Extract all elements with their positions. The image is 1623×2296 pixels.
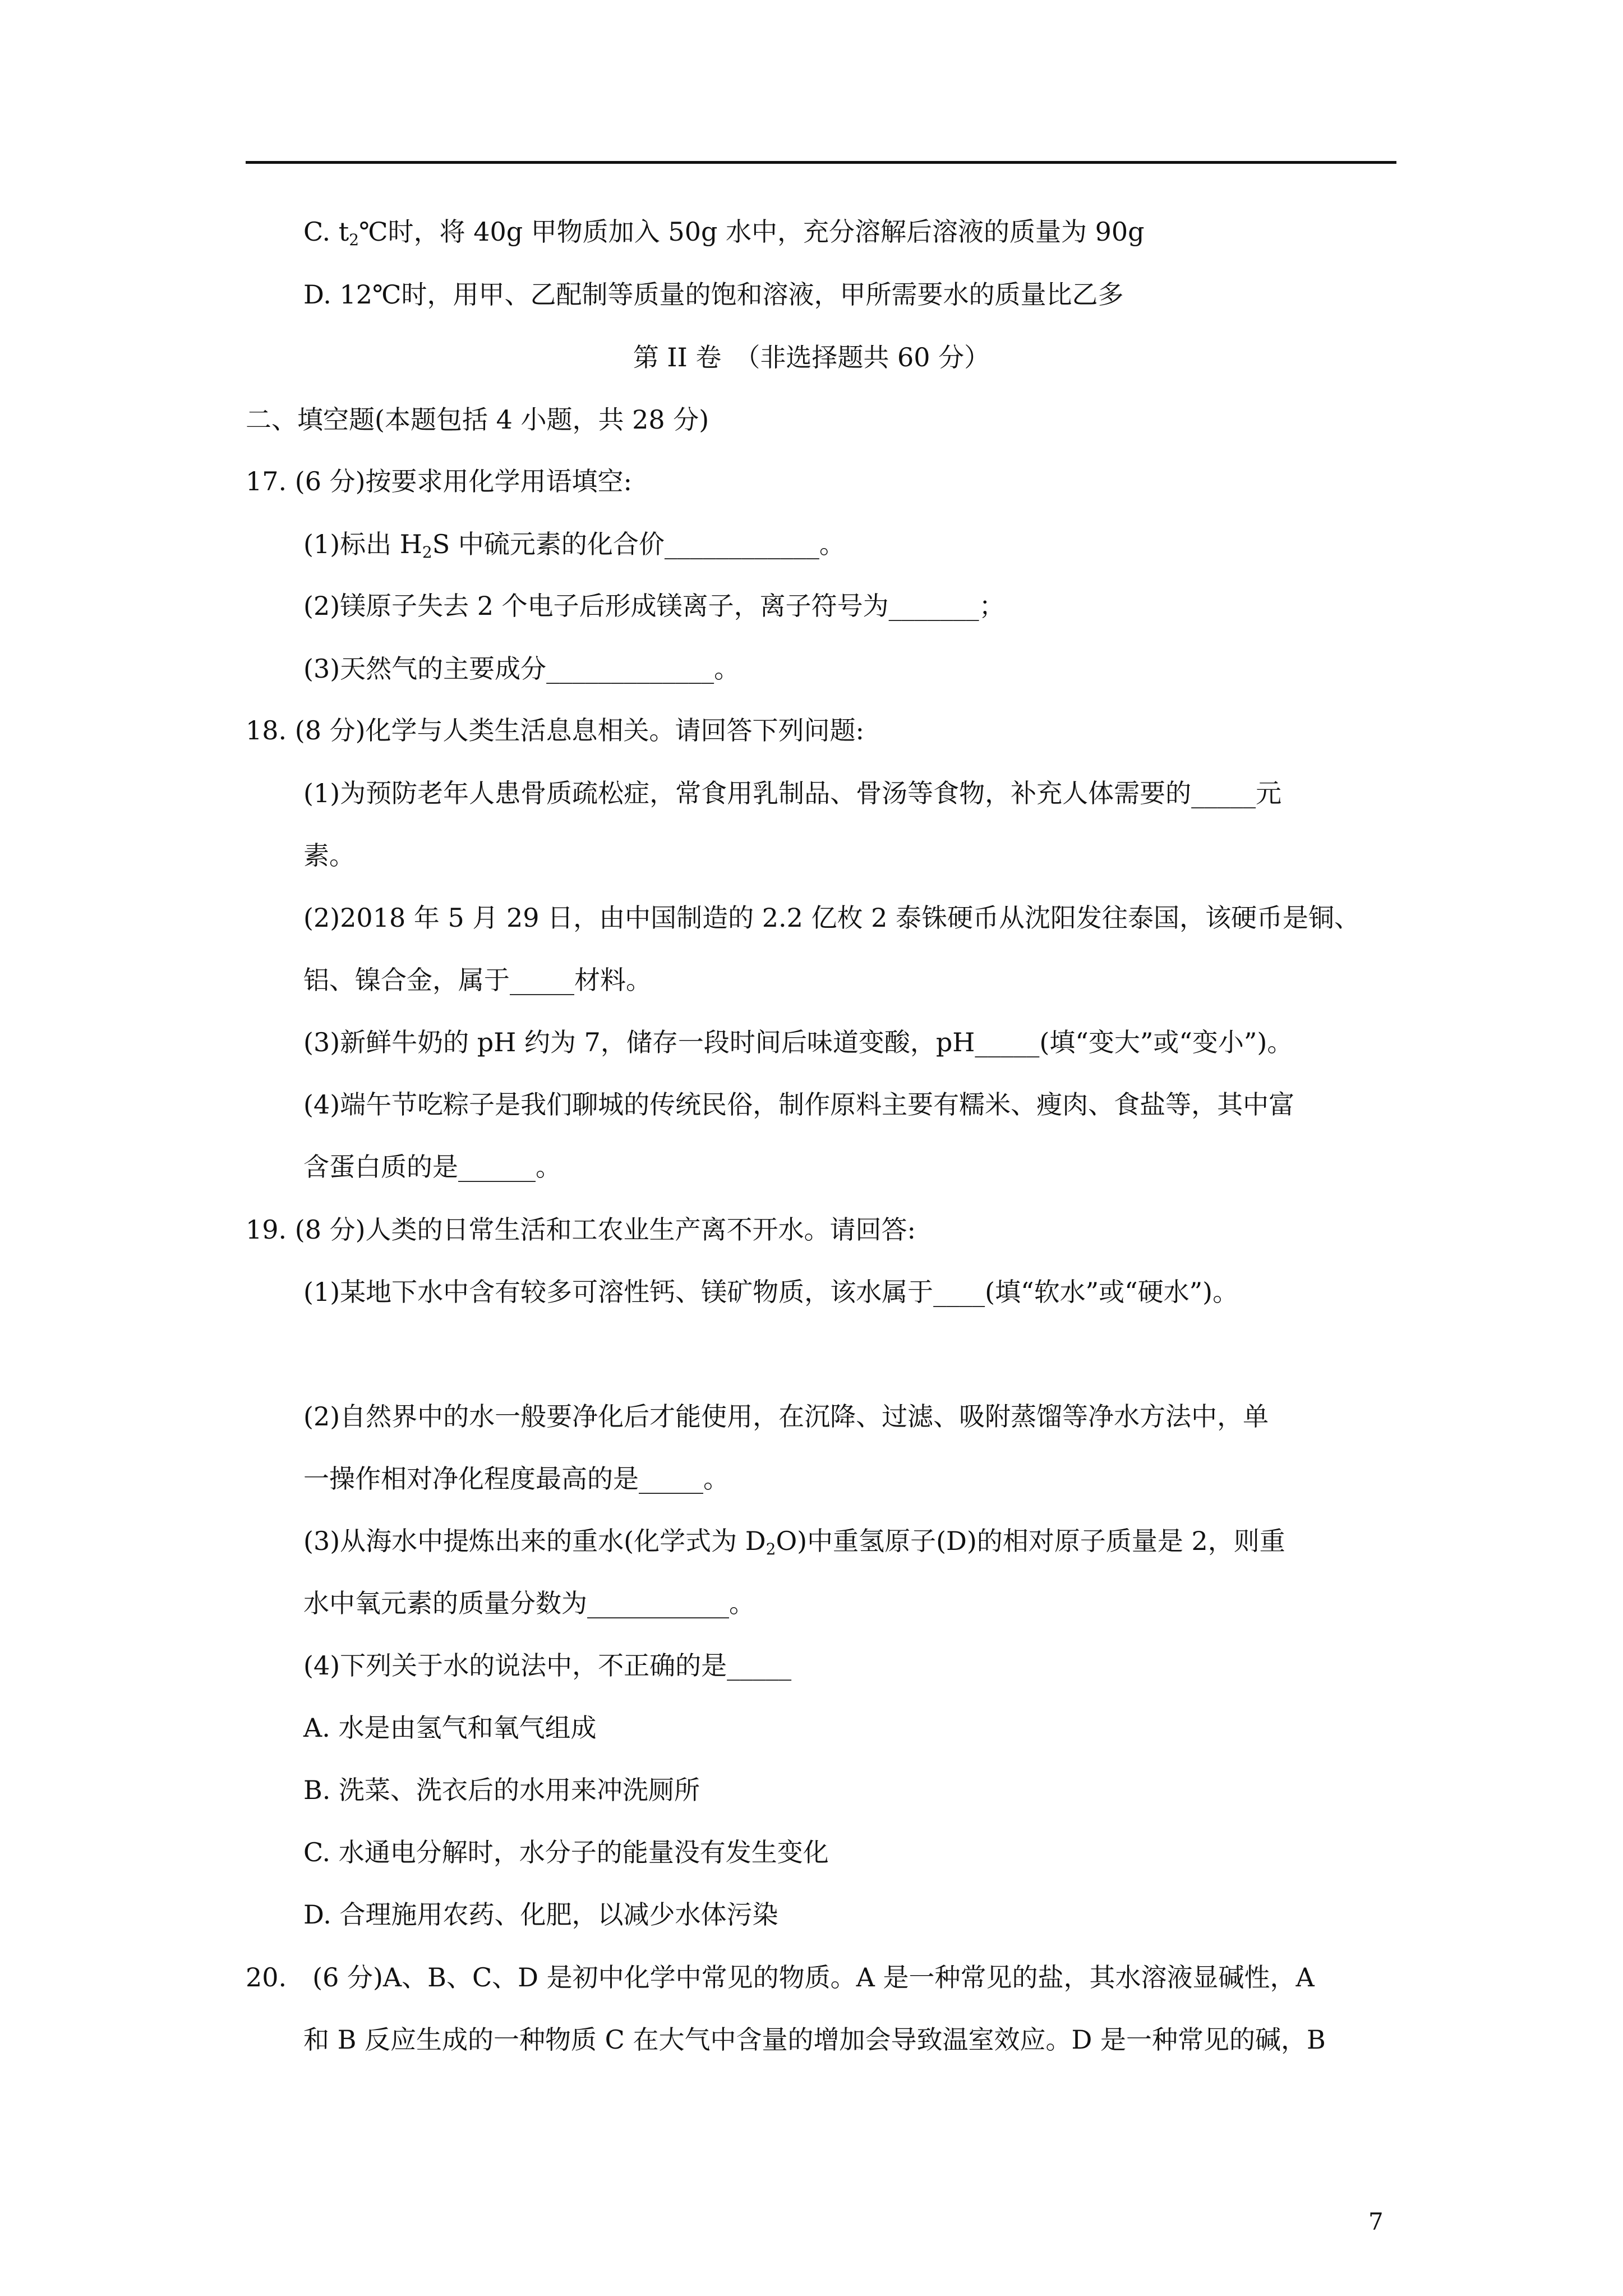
question-18: 18. (8 分)化学与人类生活息息相关。请回答下列问题: [246, 715, 865, 746]
question-17: 17. (6 分)按要求用化学用语填空: [246, 466, 633, 496]
option-d: D. 12℃时，用甲、乙配制等质量的饱和溶液，甲所需要水的质量比乙多 [303, 279, 1124, 310]
question-17-3: (3)天然气的主要成分_____________。 [303, 654, 740, 684]
question-20b: 和 B 反应生成的一种物质 C 在大气中含量的增加会导致温室效应。D 是一种常见的碱，B [303, 2024, 1326, 2055]
header-rule [246, 161, 1396, 164]
question-17-1: (1)标出 $H_2S$ 中硫元素的化合价____________。 [303, 529, 845, 562]
question-19-4: (4)下列关于水的说法中，不正确的是_____ [303, 1650, 792, 1681]
question-19-3a: (3)从海水中提炼出来的重水(化学式为 $D_2O$)中重氢原子(D)的相对原子质量是 2，则重 [303, 1526, 1285, 1558]
question-18-2b: 铝、镍合金，属于_____材料。 [303, 965, 652, 995]
page-number: 7 [1368, 2208, 1384, 2235]
question-19: 19. (8 分)人类的日常生活和工农业生产离不开水。请回答: [246, 1214, 916, 1245]
question-18-4a: (4)端午节吃粽子是我们聊城的传统民俗，制作原料主要有糯米、瘦肉、食盐等，其中富 [303, 1089, 1295, 1120]
question-19-2a: (2)自然界中的水一般要净化后才能使用，在沉降、过滤、吸附蒸馏等净水方法中，单 [303, 1401, 1269, 1432]
question-17-2: (2)镁原子失去 2 个电子后形成镁离子，离子符号为_______； [303, 591, 1005, 621]
part-two-heading: 二、填空题(本题包括 4 小题，共 28 分) [246, 404, 709, 435]
question-19-1: (1)某地下水中含有较多可溶性钙、镁矿物质，该水属于____(填“软水”或“硬水”)。 [303, 1277, 1239, 1307]
question-19-2b: 一操作相对净化程度最高的是_____。 [303, 1464, 729, 1494]
question-19-4-option-c: C. 水通电分解时，水分子的能量没有发生变化 [303, 1837, 829, 1867]
question-18-2a: (2)2018 年 5 月 29 日，由中国制造的 2.2 亿枚 2 泰铢硬币从沈阳发往泰国，该硬币是铜、 [303, 903, 1361, 933]
question-18-1b: 素。 [303, 840, 355, 871]
question-19-3b: 水中氧元素的质量分数为___________。 [303, 1588, 755, 1618]
question-20a: 20. (6 分)A、B、C、D 是初中化学中常见的物质。A 是一种常见的盐，其水溶液显碱性，A [246, 1962, 1315, 1993]
section-title: 第 II 卷 （非选择题共 60 分） [633, 342, 990, 372]
question-19-4-option-b: B. 洗菜、洗衣后的水用来冲洗厕所 [303, 1775, 700, 1805]
option-c: C. $t_2℃$时，将 40g 甲物质加入 50g 水中，充分溶解后溶液的质量为 90g [303, 217, 1145, 249]
question-19-4-option-a: A. 水是由氢气和氧气组成 [303, 1713, 597, 1743]
question-19-4-option-d: D. 合理施用农药、化肥，以减少水体污染 [303, 1899, 778, 1930]
question-18-3: (3)新鲜牛奶的 pH 约为 7，储存一段时间后味道变酸，pH_____(填“变大”或“变小”)。 [303, 1027, 1293, 1057]
question-18-1a: (1)为预防老年人患骨质疏松症，常食用乳制品、骨汤等食物，补充人体需要的_____元 [303, 778, 1282, 808]
question-18-4b: 含蛋白质的是______。 [303, 1152, 561, 1182]
